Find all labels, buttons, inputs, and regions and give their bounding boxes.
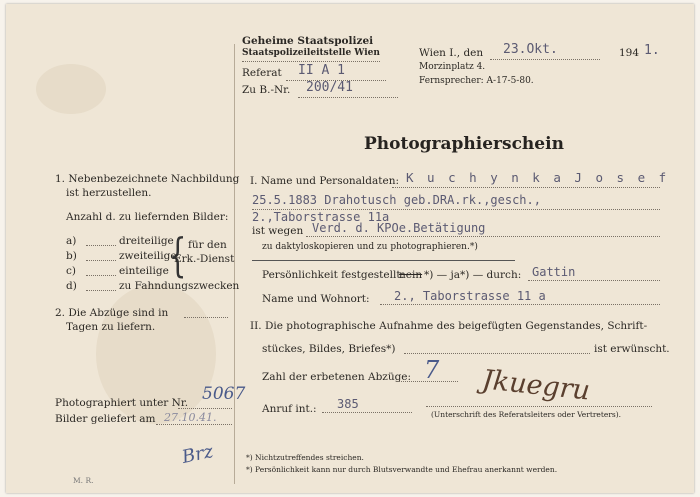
date-value: 23.Okt. (503, 42, 558, 57)
bracket-brace: { (168, 228, 187, 282)
signature-line (426, 406, 652, 407)
photographed-line (178, 408, 232, 409)
identity-label: Persönlichkeit festgestellt: (262, 269, 405, 281)
call-value: 385 (337, 397, 359, 411)
call-line (322, 412, 412, 413)
birth-data: 25.5.1883 Drahotusch geb.DRA.rk.,gesch., (252, 193, 541, 207)
option-label: zu Fahndungszwecken (119, 280, 240, 292)
org-name: Geheime Staatspolizei (242, 35, 374, 47)
referat-label: Referat (242, 67, 282, 79)
option-count-line (86, 245, 116, 246)
delivered-date: 27.10.41. (164, 411, 217, 424)
item2-line2: Tagen zu liefern. (66, 321, 156, 333)
option-letter: b) (66, 250, 77, 262)
brace-label-line2: Erk.-Dienst (174, 253, 235, 265)
paper-stain (36, 64, 106, 114)
header-underline (242, 61, 380, 62)
year-suffix: 1. (644, 43, 660, 58)
form-sheet (6, 4, 694, 493)
item2-days-line (184, 317, 228, 318)
copies-label: Zahl der erbetenen Abzüge: (262, 371, 412, 383)
right-signature: Jkuegru (480, 364, 592, 407)
section1-label: I. Name und Personaldaten: (250, 175, 399, 187)
footnote-1: *) Nichtzutreffendes streichen. (246, 453, 364, 462)
person-name: K u c h y n k a J o s e f (406, 170, 670, 185)
zu-b-nr-value: 200/41 (306, 80, 353, 95)
delivered-line (156, 424, 232, 425)
place-label: Wien I., den (419, 47, 484, 59)
option-letter: c) (66, 265, 76, 277)
date-line (490, 59, 600, 60)
footer-mark: M. R. (73, 476, 94, 485)
brace-label-line1: für den (188, 239, 227, 251)
section2-line1: II. Die photographische Aufnahme des beigefügten Gegenstandes, Schrift- (250, 320, 648, 332)
option-label: dreiteilige (119, 235, 174, 247)
wegen-value: Verd. d. KPOe.Betätigung (312, 221, 486, 235)
count-label: Anzahl d. zu liefernden Bilder: (66, 211, 229, 223)
org-department: Staatspolizeileitstelle Wien (242, 48, 380, 58)
option-letter: d) (66, 280, 77, 292)
option-count-line (86, 290, 116, 291)
option-letter: a) (66, 235, 77, 247)
purpose-text: zu daktyloskopieren und zu photographieren.*) (262, 242, 478, 252)
section-rule (252, 260, 515, 261)
identity-line (528, 280, 660, 281)
name-address-label: Name und Wohnort: (262, 293, 370, 305)
item1-line1: 1. Nebenbezeichnete Nachbildung (55, 173, 240, 185)
form-title: Photographierschein (364, 134, 564, 154)
photographed-label: Photographiert unter Nr. (55, 397, 189, 409)
option-label: einteilige (119, 265, 169, 277)
section2-line (404, 353, 590, 354)
zu-b-nr-line (298, 97, 398, 98)
office-phone: Fernsprecher: A-17-5-80. (419, 76, 534, 86)
wegen-line (306, 236, 660, 237)
identity-by: Gattin (532, 265, 576, 279)
footnote-2: *) Persönlichkeit kann nur durch Blutsverwandte und Ehefrau anerkannt werden. (246, 465, 558, 474)
copies-value: 7 (424, 356, 440, 384)
photographed-number: 5067 (202, 384, 246, 404)
option-label: zweiteilige (119, 250, 177, 262)
identity-nein: nein (399, 269, 423, 281)
zu-b-nr-label: Zu B.-Nr. (242, 84, 291, 96)
left-signature: Brz (180, 440, 216, 469)
referat-value: II A 1 (298, 63, 345, 78)
address-line: 2.,Taborstrasse 11a (252, 210, 390, 224)
option-count-line (86, 275, 116, 276)
office-address: Morzinplatz 4. (419, 62, 486, 72)
name-line (392, 187, 660, 188)
item1-line2: ist herzustellen. (66, 187, 152, 199)
year-prefix: 194 (619, 47, 640, 59)
section2-line2: stückes, Bildes, Briefes*) (262, 343, 396, 355)
item2-line1: 2. Die Abzüge sind in (55, 307, 169, 319)
call-label: Anruf int.: (262, 403, 317, 415)
wegen-label: ist wegen (252, 225, 304, 237)
option-count-line (86, 260, 116, 261)
name-address-value: 2., Taborstrasse 11 a (394, 289, 546, 303)
section2-end: ist erwünscht. (594, 343, 670, 355)
name-address-line (380, 304, 660, 305)
copies-line (396, 381, 458, 382)
delivered-label: Bilder geliefert am (55, 413, 156, 425)
identity-options: *) — ja*) — durch: (424, 269, 522, 281)
signature-caption: (Unterschrift des Referatsleiters oder Vertreters). (431, 410, 622, 419)
